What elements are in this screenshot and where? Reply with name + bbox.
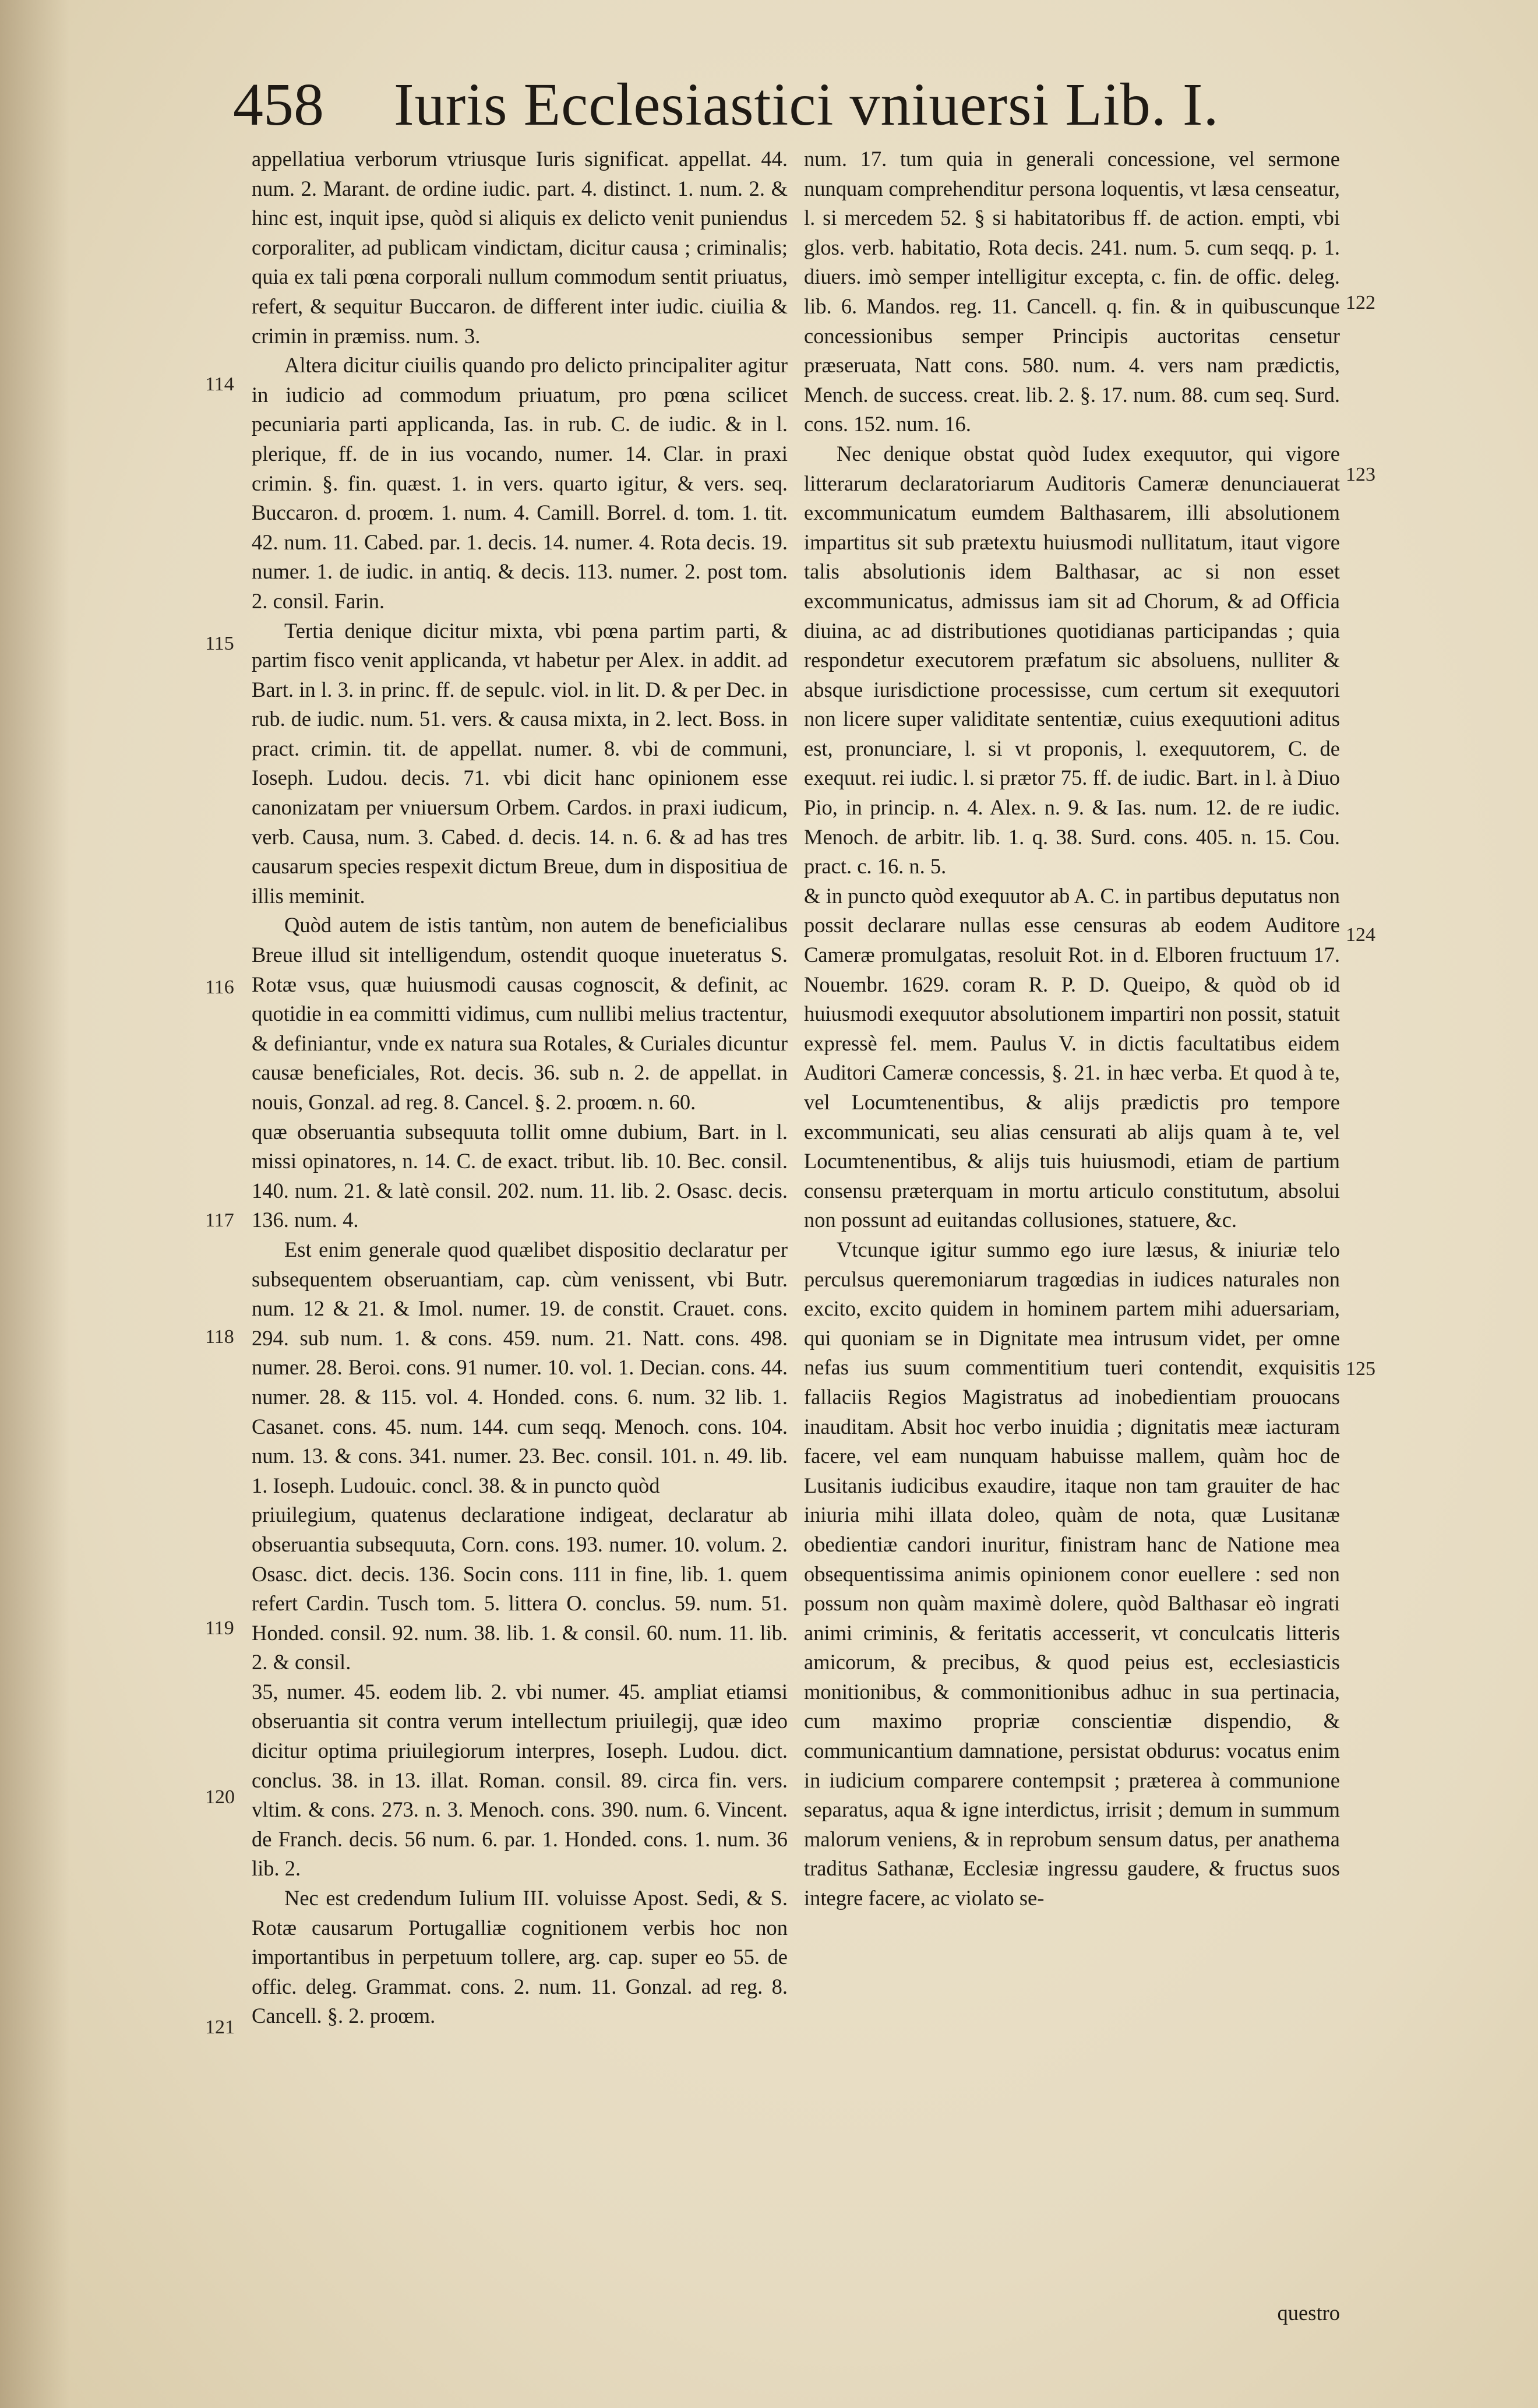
margin-number: 117 <box>205 1210 234 1231</box>
paragraph: appellatiua verborum vtriusque Iuris significat. appellat. 44. num. 2. Marant. de ordine iudic. part. 4. distinct. 1. num. 2. & hinc est, inquit ipse, quòd si aliquis ex delicto venit puniendus corporaliter, ad publicam vindictam, dicitur causa ; criminalis; quia ex tali pœna corporali nullum commodum sentit priuatus, refert, & sequitur Buccaron. de different inter iudic. ciuilia & crimin in præmiss. num. 3. <box>252 147 788 348</box>
paragraph: Altera dicitur ciuilis quando pro delicto principaliter agitur in iudicio ad commodum priuatum, pro pœna scilicet pecuniaria parti applicanda, Ias. in rub. C. de iudic. & in l. plerique, ff. de in ius vocando, numer. 14. Clar. in praxi crimin. §. fin. quæst. 1. in vers. quarto igitur, & vers. seq. Buccaron. d. proœm. 1. num. 4. Camill. Borrel. d. tom. 1. tit. 42. num. 11. Cabed. par. 1. decis. 14. numer. 4. Rota decis. 19. numer. 1. de iudic. in antiq. & decis. 113. numer. 2. post tom. 2. consil. Farin. <box>252 353 788 613</box>
page-gutter-shadow <box>0 0 70 2408</box>
margin-number: 122 <box>1346 292 1375 313</box>
paragraph: priuilegium, quatenus declaratione indigeat, declaratur ab obseruantia subsequuta, Corn. cons. 193. numer. 10. volum. 2. Osasc. dict. decis. 136. Socin cons. 111 in fine, lib. 1. quem refert Cardin. Tusch tom. 5. littera O. conclus. 59. num. 51. Honded. consil. 92. num. 38. lib. 1. & consil. 60. num. 11. lib. 2. & consil. <box>252 1503 788 1674</box>
margin-number: 120 <box>205 1786 235 1808</box>
paragraph: quæ obseruantia subsequuta tollit omne dubium, Bart. in l. missi opinatores, n. 14. C. de exact. tribut. lib. 10. Bec. consil. 140. num. 21. & latè consil. 202. num. 11. lib. 2. Osasc. decis. 136. num. 4. <box>252 1119 788 1232</box>
running-title: Iuris Ecclesiastici vniuersi Lib. I. <box>394 71 1219 138</box>
paragraph: Tertia denique dicitur mixta, vbi pœna partim parti, & partim fisco venit applicanda, vt habetur per Alex. in addit. ad Bart. in l. 3. in princ. ff. de sepulc. viol. in lit. D. & per Dec. in rub. de iudic. num. 51. vers. & causa mixta, in 2. lect. Boss. in pract. crimin. tit. de appellat. numer. 8. vbi de communi, Ioseph. Ludou. decis. 71. vbi dicit hanc opinionem esse canonizatam per vniuersum Orbem. Cardos. in praxi iudicum, verb. Causa, num. 3. Cabed. d. decis. 14. n. 6. & ad has tres causarum species respexit dictum Breue, dum in dispositiua de illis meminit. <box>252 618 788 908</box>
paragraph: num. 17. tum quia in generali concessione, vel sermone nunquam comprehenditur persona loquentis, vt læsa censeatur, l. si mercedem 52. § si habitatoribus ff. de action. empti, vbi glos. verb. habitatio, Rota decis. 241. num. 5. cum seqq. p. 1. diuers. imò semper intelligitur excepta, c. fin. de offic. deleg. lib. 6. Mandos. reg. 11. Cancell. q. fin. & in quibuscunque concessionibus semper Principis auctoritas censetur præseruata, Natt cons. 580. num. 4. vers nam prædictis, Mench. de success. creat. lib. 2. §. 17. num. 88. cum seq. Surd. cons. 152. num. 16. <box>804 147 1340 436</box>
paragraph: Nec est credendum Iulium III. voluisse Apost. Sedi, & S. Rotæ causarum Portugalliæ cognitionem verbis hoc non importantibus in perpetuum tollere, arg. cap. super eo 55. de offic. deleg. Grammat. cons. 2. num. 11. Gonzal. ad reg. 8. Cancell. §. 2. proœm. <box>252 1886 788 2028</box>
margin-number: 121 <box>205 2016 235 2038</box>
catchword: questro <box>1277 2301 1340 2325</box>
paragraph: Vtcunque igitur summo ego iure læsus, & iniuriæ telo perculsus queremoniarum tragœdias in iudices naturales non excito, excito quidem in hominem partem mihi aduersariam, qui quoniam se in Dignitate mea intrusum videt, per omne nefas ius suum commentitium tueri contendit, exquisitis fallaciis Regios Magistratus ad inobedientiam prouocans inauditam. Absit hoc verbo inuidia ; dignitatis meæ iacturam facere, vel eam nunquam habuisse mallem, quàm hoc de Lusitanis iudicibus exaudire, itaque non tam grauiter de hac iniuria mihi illata doleo, quàm de nota, quæ Lusitanæ obedientiæ candori inuritur, finistram hanc de Natione mea obsequentissima animis opinionem conor euellere : sed non possum non quàm maximè dolere, quòd Balthasar eò ingrati animi criminis, & feritatis accesserit, vt conculcatis litteris amicorum, & precibus, & quod peius est, ecclesiasticis monitionibus, & commonitionibus adhuc in sua pertinacia, cum maximo propriæ conscientiæ dispendio, & communicantium damnatione, persistat obdurus: vocatus enim in iudicium comparere contempsit ; præterea à communione separatus, aqua & igne interdictus, irrisit ; demum in summum malorum veniens, & in reprobum sensum datus, per anathema traditus Sathanæ, Ecclesiæ ingressu gaudere, & fructus suos integre facere, ac violato se- <box>804 1237 1340 1910</box>
left-column <box>252 144 788 2031</box>
paragraph: & in puncto quòd exequutor ab A. C. in partibus deputatus non possit declarare nullas esse censuras ab eodem Auditore Cameræ promulgatas, resoluit Rot. in d. Elboren fructuum 17. Nouembr. 1629. coram R. P. D. Queipo, & quòd ob id huiusmodi exequutor absolutionem impartiri non possit, statuit expressè fel. mem. Paulus V. in dictis facultatibus eidem Auditori Cameræ concessis, §. 21. in hæc verba. Et quod à te, vel Locumtenentibus, & alijs prædictis pro tempore excommunicati, seu alias censurati ab alijs quam à te, vel Locumtenentibus, & alijs tuis huiusmodi, etiam de partium consensu præterquam in mortu articulo constitutum, absolui non possunt ad euitandas collusiones, statuere, &c. <box>804 883 1340 1232</box>
paragraph: Est enim generale quod quælibet dispositio declaratur per subsequentem obseruantiam, cap. cùm venissent, vbi Butr. num. 12 & 21. & Imol. numer. 19. de constit. Crauet. cons. 294. sub num. 1. & cons. 459. num. 21. Natt. cons. 498. numer. 28. Beroi. cons. 91 numer. 10. vol. 1. Decian. cons. 44. numer. 28. & 115. vol. 4. Honded. cons. 6. num. 32 lib. 1. Casanet. cons. 45. num. 144. cum seqq. Menoch. cons. 104. num. 13. & cons. 341. numer. 23. Bec. consil. 101. n. 49. lib. 1. Ioseph. Ludouic. concl. 38. & in puncto quòd <box>252 1237 788 1497</box>
right-column <box>804 144 1340 1913</box>
margin-number: 125 <box>1346 1358 1375 1380</box>
margin-number: 115 <box>205 633 234 654</box>
paragraph: Quòd autem de istis tantùm, non autem de beneficialibus Breue illud sit intelligendum, ostendit quoque inueteratus S. Rotæ vsus, quæ huiusmodi causas cognoscit, & definit, ac quotidie in ea committi vidimus, cum nullibi melius tractentur, & definiantur, vnde ex natura sua Rotales, & Curiales dicuntur causæ beneficiales, Rot. decis. 36. sub n. 2. de appellat. in nouis, Gonzal. ad reg. 8. Cancel. §. 2. proœm. n. 60. <box>252 913 788 1114</box>
paragraph: 35, numer. 45. eodem lib. 2. vbi numer. 45. ampliat etiamsi obseruantia sit contra verum intellectum priuilegij, quæ ideo dicitur optima priuilegiorum interpres, Ioseph. Ludou. dict. conclus. 38. in 13. illat. Roman. consil. 89. circa fin. vers. vltim. & cons. 273. n. 3. Menoch. cons. 390. num. 6. Vincent. de Franch. decis. 56 num. 6. par. 1. Honded. cons. 1. num. 36 lib. 2. <box>252 1679 788 1881</box>
margin-number: 124 <box>1346 924 1375 946</box>
margin-number: 114 <box>205 373 234 395</box>
margin-number: 123 <box>1346 464 1375 485</box>
margin-number: 116 <box>205 976 234 998</box>
margin-number: 119 <box>205 1617 234 1639</box>
paragraph: Nec denique obstat quòd Iudex exequutor, qui vigore litterarum declaratoriarum Auditoris Cameræ denunciauerat excommunicatum eumdem Balthasarem, illi absolutionem impartitus sit sub prætextu huiusmodi nullitatum, itaut vigore talis absolutionis idem Balthasar, ac si non esset excommunicatus, admissus iam sit ad Chorum, & ad Officia diuina, ac ad distributiones quotidianas participandas ; quia respondetur executorem præfatum sic absoluens, nulliter & absque iurisdictione processisse, cum certum sit exequutori non licere super validitate sententiæ, cuius exequutioni aditus est, pronunciare, l. si vt proponis, l. exequutorem, C. de exequut. rei iudic. l. si prætor 75. ff. de iudic. Bart. in l. à Diuo Pio, in princip. n. 4. Alex. n. 9. & Ias. num. 12. de re iudic. Menoch. de arbitr. lib. 1. q. 38. Surd. cons. 405. n. 15. Cou. pract. c. 16. n. 5. <box>804 441 1340 879</box>
margin-number: 118 <box>205 1326 234 1348</box>
page-header <box>233 70 1282 140</box>
page-number: 458 <box>233 71 324 138</box>
